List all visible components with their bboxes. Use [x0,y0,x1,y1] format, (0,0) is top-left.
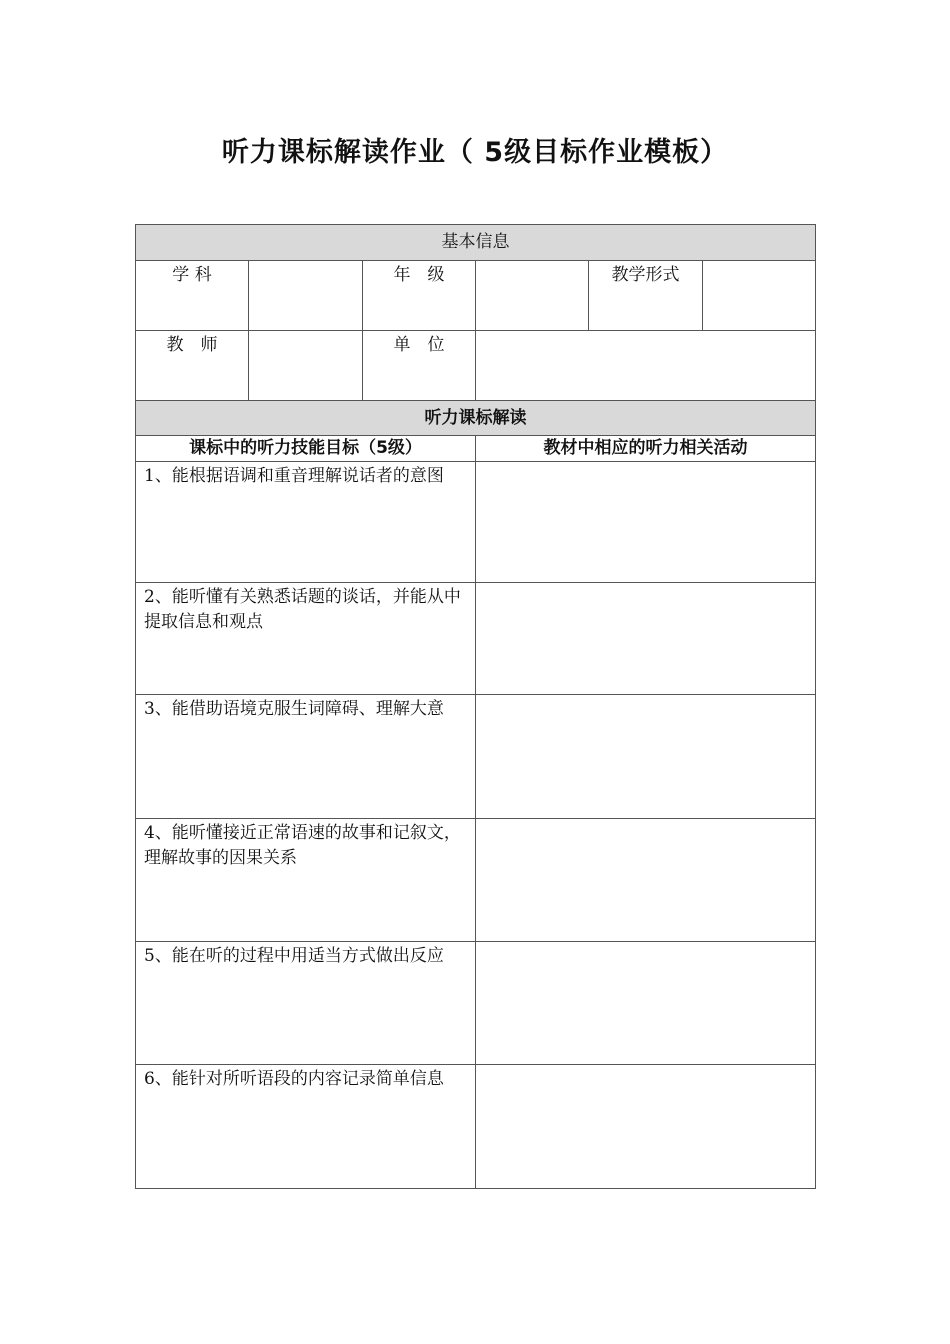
listening-header: 听力课标解读 [136,401,816,436]
teacher-label: 教 师 [136,331,249,401]
goal-text: 4、能听懂接近正常语速的故事和记叙文，理解故事的因果关系 [136,819,476,942]
activity-field[interactable] [476,583,816,695]
activities-column-header: 教材中相应的听力相关活动 [476,436,816,462]
goal-text: 3、能借助语境克服生词障碍、理解大意 [136,695,476,819]
unit-field[interactable] [476,331,816,401]
basic-info-header: 基本信息 [136,225,816,261]
teaching-form-field[interactable] [703,261,816,331]
activity-field[interactable] [476,942,816,1065]
subject-label: 学 科 [136,261,249,331]
goal-text: 2、能听懂有关熟悉话题的谈话，并能从中提取信息和观点 [136,583,476,695]
teaching-form-label: 教学形式 [589,261,703,331]
activity-field[interactable] [476,462,816,583]
grade-label: 年 级 [363,261,476,331]
activity-field[interactable] [476,695,816,819]
goals-column-header: 课标中的听力技能目标（5级） [136,436,476,462]
page-title: 听力课标解读作业（ 5级目标作业模板） [221,137,729,168]
subject-field[interactable] [249,261,363,331]
teacher-field[interactable] [249,331,363,401]
goal-text: 6、能针对所听语段的内容记录简单信息 [136,1065,476,1189]
homework-form-table [135,224,816,1189]
unit-label: 单 位 [363,331,476,401]
grade-field[interactable] [476,261,589,331]
goal-text: 1、能根据语调和重音理解说话者的意图 [136,462,476,583]
goal-text: 5、能在听的过程中用适当方式做出反应 [136,942,476,1065]
activity-field[interactable] [476,1065,816,1189]
activity-field[interactable] [476,819,816,942]
